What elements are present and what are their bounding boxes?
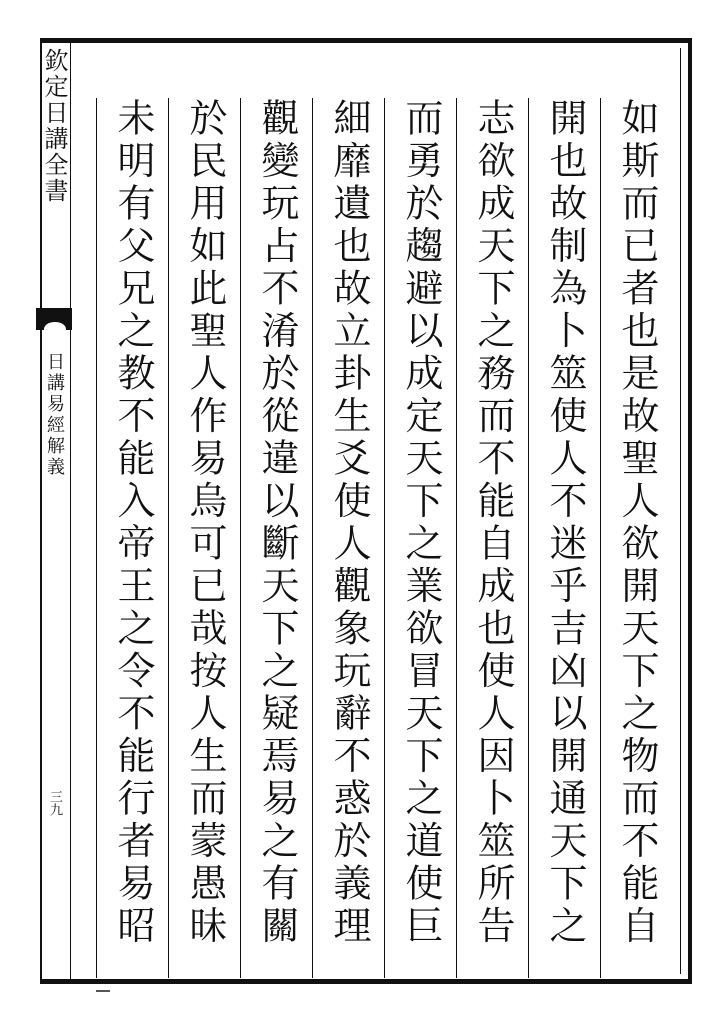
text-column-8 [96,98,168,978]
column-text: 開也故制為卜筮使人不迷乎吉凶以開通天下之 [543,98,587,948]
column-text: 於民用如此聖人作易烏可已哉按人生而蒙愚昧 [183,98,227,948]
column-text: 觀變玩占不淆於從違以斷天下之疑焉易之有關 [255,98,299,948]
bottom-mark [96,990,110,992]
column-text: 未明有父兄之教不能入帝王之令不能行者易昭 [111,98,155,948]
text-column-3 [456,98,528,978]
column-text: 如斯而已者也是故聖人欲開天下之物而不能自 [615,98,659,948]
collection-title: 欽定日講全書 [40,48,68,204]
column-text: 志欲成天下之務而不能自成也使人因卜筮所告 [471,98,515,948]
fish-tail-mark [36,308,72,330]
text-column-5 [312,98,384,978]
text-column-4 [384,98,456,978]
text-column-1 [600,98,672,978]
inner-border-line [680,48,681,974]
column-text: 細靡遺也故立卦生爻使人觀象玩辭不惑於義理 [327,98,371,948]
text-column-6 [240,98,312,978]
folio-number: 三九 [47,790,62,816]
text-column-7 [168,98,240,978]
book-title: 日講易經解義 [44,352,65,478]
column-text: 而勇於趨避以成定天下之業欲冒天下之道使巨 [399,98,443,948]
text-column-2 [528,98,600,978]
